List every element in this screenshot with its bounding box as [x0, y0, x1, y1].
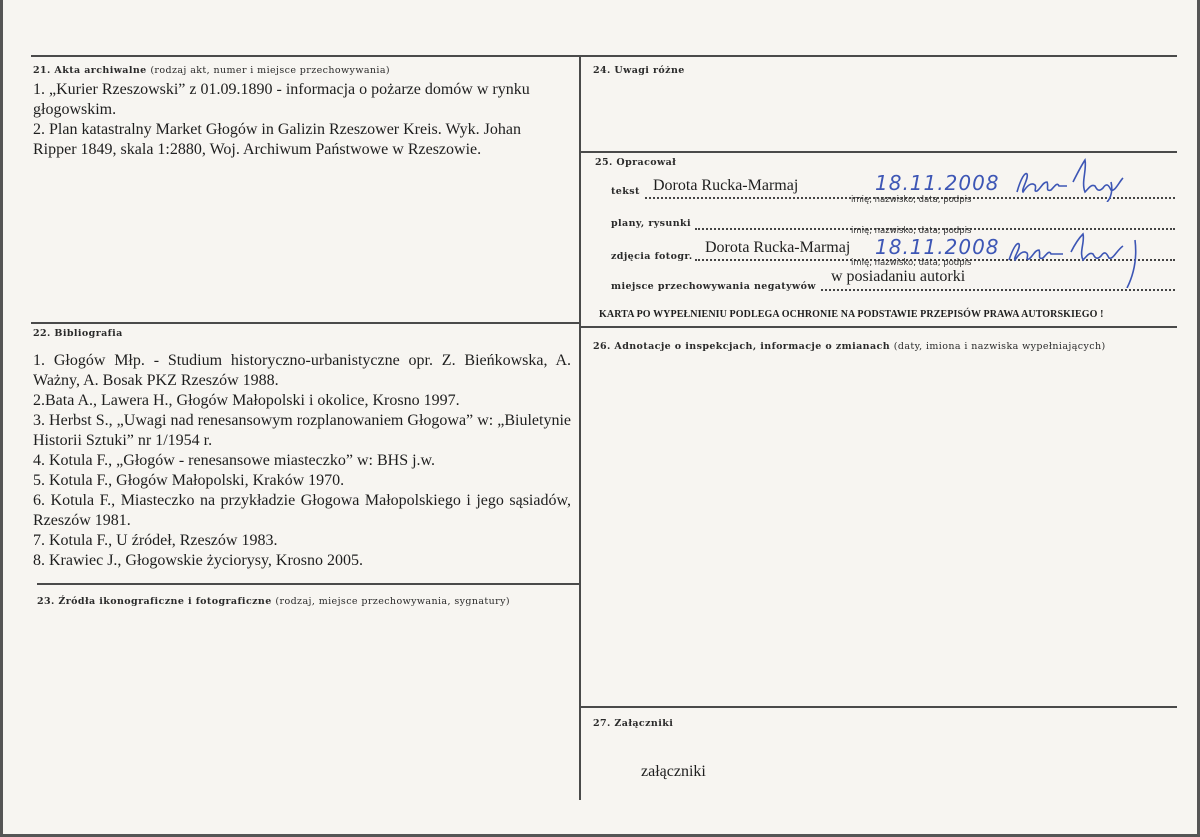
section-24-label: 24. Uwagi różne — [593, 65, 685, 76]
bibliography-item: 5. Kotula F., Głogów Małopolski, Kraków 1970. — [33, 472, 345, 489]
plany-label: plany, rysunki — [611, 218, 692, 229]
bibliography-item: 3. Herbst S., „Uwagi nad renesansowym rozplanowaniem Głogowa” w: „Biuletynie Historii Sztuki” nr 1/1954 r. — [33, 412, 571, 449]
tekst-signature — [1011, 152, 1151, 202]
section-23-subtitle: (rodzaj, miejsce przechowywania, sygnatury) — [275, 596, 510, 607]
top-rule — [31, 55, 1177, 57]
archive-item: 2. Plan katastralny Market Głogów in Galizin Rzeszower Kreis. Wyk. Johan Ripper 1849, skala 1:2880, Woj. Archiwum Państwowe w Rzeszowie. — [33, 121, 521, 158]
plany-hint: imię, nazwisko, data, podpis — [851, 226, 972, 236]
section-25-label: 25. Opracował — [595, 157, 677, 168]
bibliography-item: 7. Kotula F., U źródeł, Rzeszów 1983. — [33, 532, 278, 549]
tekst-date-handwritten: 18.11.2008 — [875, 171, 1000, 195]
bibliography-item: 8. Krawiec J., Głogowskie życiorysy, Krosno 2005. — [33, 552, 364, 569]
section-26-title: 26. Adnotacje o inspekcjach, informacje o zmianach — [593, 341, 891, 352]
rule-21-22 — [31, 322, 579, 324]
section-22-label: 22. Bibliografia — [33, 328, 123, 339]
section-23-title: 23. Źródła ikonograficzne i fotograficzne — [37, 596, 272, 607]
copyright-notice: KARTA PO WYPEŁNIENIU PODLEGA OCHRONIE NA PODSTAWIE PRZEPISÓW PRAWA AUTORSKIEGO ! — [599, 309, 1104, 320]
section-21-content — [33, 80, 563, 160]
negatywy-label: miejsce przechowywania negatywów — [611, 281, 816, 292]
zdjecia-hint: imię, nazwisko, data, podpis — [851, 258, 972, 268]
bibliography-item: 4. Kotula F., „Głogów - renesansowe miasteczko” w: BHS j.w. — [33, 452, 436, 469]
rule-22-23 — [37, 583, 579, 585]
negatywy-location: w posiadaniu autorki — [831, 268, 966, 285]
section-21-subtitle: (rodzaj akt, numer i miejsce przechowywania) — [150, 65, 391, 76]
section-26-label — [593, 341, 1106, 352]
section-27-label: 27. Załączniki — [593, 718, 674, 729]
center-divider — [579, 55, 581, 800]
attachments-value: załączniki — [641, 763, 706, 780]
zdjecia-author: Dorota Rucka-Marmaj — [705, 239, 851, 256]
section-26-subtitle: (daty, imiona i nazwiska wypełniających) — [893, 341, 1106, 352]
tekst-hint: imię, nazwisko, data, podpis — [851, 195, 972, 205]
section-21-label — [33, 65, 390, 76]
archive-item: 1. „Kurier Rzeszowski” z 01.09.1890 - informacja o pożarze domów w rynku głogowskim. — [33, 81, 530, 118]
zdjecia-signature — [1003, 228, 1163, 288]
zdjecia-label: zdjęcia fotogr. — [611, 251, 693, 262]
tekst-author: Dorota Rucka-Marmaj — [653, 177, 799, 194]
rule-25-26 — [579, 326, 1177, 328]
bibliography-item: 1. Głogów Młp. - Studium historyczno-urbanistyczne opr. Z. Bieńkowska, A. Ważny, A. Bosak PKZ Rzeszów 1988. — [33, 352, 571, 389]
rule-26-27 — [579, 706, 1177, 708]
bibliography-item: 2.Bata A., Lawera H., Głogów Małopolski i okolice, Krosno 1997. — [33, 392, 460, 409]
section-21-title: 21. Akta archiwalne — [33, 65, 147, 76]
section-23-label — [37, 596, 510, 607]
bibliography-item: 6. Kotula F., Miasteczko na przykładzie Głogowa Małopolskiego i jego sąsiadów, Rzeszów 1981. — [33, 492, 571, 529]
zdjecia-date-handwritten: 18.11.2008 — [875, 235, 1000, 259]
negatywy-dotted-line — [821, 289, 1175, 291]
tekst-label: tekst — [611, 186, 640, 197]
section-22-content — [33, 351, 571, 571]
